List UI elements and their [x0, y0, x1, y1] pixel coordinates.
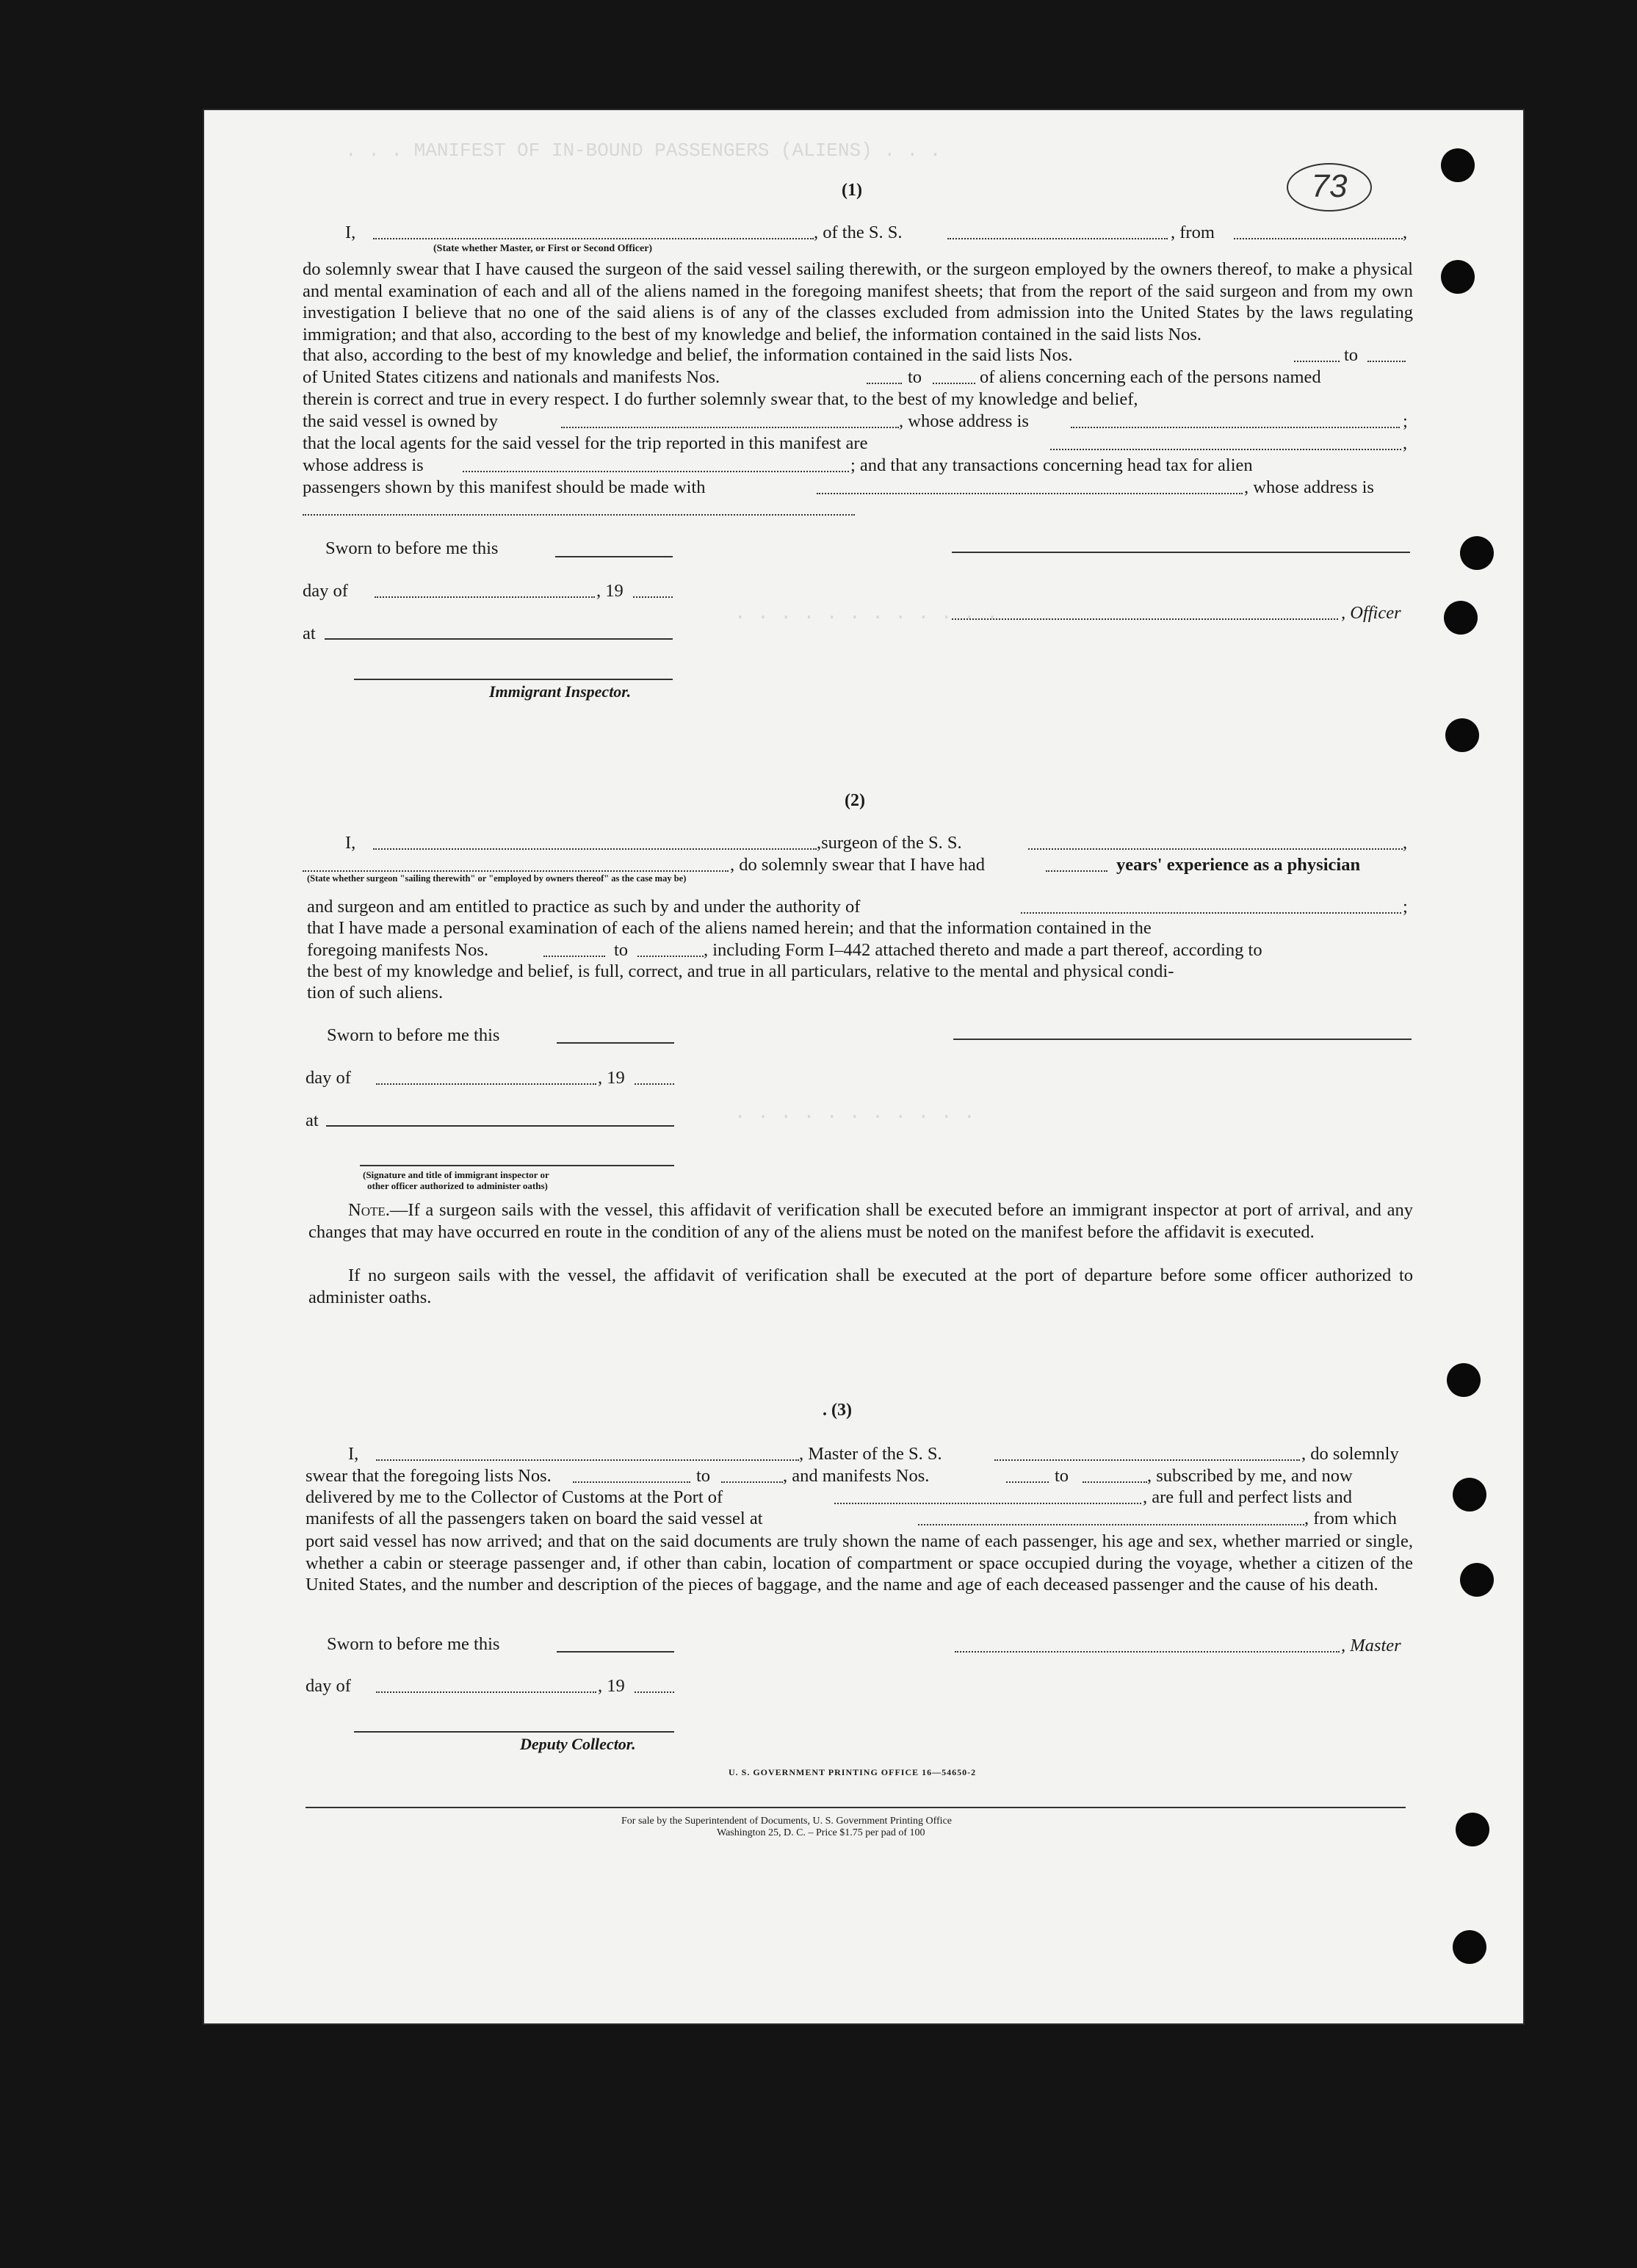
comma: ,: [1403, 433, 1408, 453]
s3-day-field[interactable]: [376, 1691, 596, 1693]
s3-year: , 19: [598, 1676, 625, 1696]
footer-printing: U. S. GOVERNMENT PRINTING OFFICE 16—54650‑2: [729, 1767, 977, 1777]
s3-line1-start: I,: [348, 1444, 359, 1464]
s3-manifests-from[interactable]: [1006, 1481, 1049, 1483]
s1-year-field[interactable]: [633, 596, 673, 598]
s2-at: at: [306, 1110, 319, 1130]
s1-officer: , Officer: [1341, 603, 1401, 623]
s1-lists-tail: that also, according to the best of my knowledge and belief, the information contained in the said lists Nos.: [303, 345, 1073, 365]
s3-lists-to[interactable]: [721, 1481, 783, 1483]
s3-sworn: Sworn to before me this: [327, 1634, 500, 1654]
s3-master-of: , Master of the S. S.: [799, 1444, 942, 1464]
s3-paragraph: port said vessel has now arrived; and that on the said documents are truly shown the name of each passenger, his age and sex, whether married or single, whether a cabin or steerage passenger and, if other than cabin, location of compartment or space occupied during the voyage, whether a citizen of the United States, and the number and description of the pieces of baggage, and the name and age of each deceased passenger and the cause of his death.: [306, 1531, 1413, 1595]
bleed-through-text: . . . . . . . . . . . .: [734, 602, 998, 624]
binder-hole: [1460, 1563, 1494, 1597]
s1-paragraph: do solemnly swear that I have caused the surgeon of the said vessel sailing therewith, or the surgeon employed by the owners thereof, to make a physical and mental examination of each and all of the aliens named in the foregoing manifest sheets; that from the report of the said surgeon and from my own investigation I believe that no one of the said aliens is of any of the classes excluded from admission into the United States by the laws regulating immigration; and that also, according to the best of my knowledge and belief, the information contained in the said lists Nos.: [303, 259, 1413, 344]
comma: ,: [1403, 223, 1408, 242]
s1-to-2: to: [908, 367, 922, 387]
s3-year-field[interactable]: [635, 1691, 674, 1693]
s1-day-field[interactable]: [375, 596, 595, 598]
s1-manifest-no-to[interactable]: [933, 383, 975, 384]
s1-owner-address-field[interactable]: [1071, 427, 1400, 428]
s2-manifest-to[interactable]: [637, 956, 704, 957]
s2-note: [308, 1199, 1413, 1243]
s2-authority: and surgeon and am entitled to practice as such by and under the authority of: [307, 897, 861, 917]
binder-hole: [1453, 1478, 1486, 1512]
binder-hole: [1453, 1930, 1486, 1964]
s2-do-swear: , do solemnly swear that I have had: [730, 855, 985, 875]
s1-tax-contact-field[interactable]: [817, 493, 1243, 494]
s1-line1-ss: , of the S. S.: [814, 223, 903, 242]
s2-year: , 19: [598, 1068, 625, 1088]
s3-do-swear: , do solemnly: [1301, 1444, 1399, 1464]
s2-manifest-from[interactable]: [543, 956, 605, 957]
binder-hole: [1447, 1363, 1481, 1397]
page-number: 73: [1287, 163, 1372, 212]
bleed-through-text: . . . . . . . . . . .: [734, 1102, 975, 1124]
s1-whose-address-end: , whose address is: [1244, 477, 1374, 497]
s2-note-label: Note.: [348, 1200, 390, 1220]
s1-year: , 19: [596, 581, 624, 601]
s2-at-line[interactable]: [326, 1125, 674, 1127]
s1-at: at: [303, 624, 316, 643]
s1-line1-start: I,: [345, 223, 356, 242]
s3-subscribed: , subscribed by me, and now: [1147, 1466, 1353, 1486]
footer-sale-2: Washington 25, D. C. – Price $1.75 per pad of 100: [717, 1827, 925, 1838]
s2-surgeon-type-field[interactable]: [303, 870, 729, 872]
s3-swear-lists: swear that the foregoing lists Nos.: [306, 1466, 552, 1486]
s2-sworn-line[interactable]: [557, 1042, 674, 1044]
s3-master-signature-field[interactable]: [955, 1651, 1340, 1653]
s1-inspector: Immigrant Inspector.: [489, 682, 632, 701]
s1-sworn-line[interactable]: [555, 556, 673, 557]
s1-citizens-line: of United States citizens and nationals and manifests Nos.: [303, 367, 720, 387]
s3-boarding-port-field[interactable]: [918, 1524, 1304, 1525]
s1-owned-by: the said vessel is owned by: [303, 411, 499, 431]
s1-lists-no-to[interactable]: [1367, 361, 1406, 362]
comma: ,: [1403, 833, 1408, 853]
s1-inspector-line[interactable]: [354, 679, 673, 680]
section-3-heading: . (3): [823, 1401, 852, 1420]
s1-whose-address-is: , whose address is: [899, 411, 1029, 431]
binder-hole: [1445, 718, 1479, 752]
s2-ship-field[interactable]: [1028, 848, 1403, 850]
s2-foregoing: foregoing manifests Nos.: [307, 940, 488, 960]
s3-deputy: Deputy Collector.: [520, 1735, 636, 1753]
s3-master-name-field[interactable]: [376, 1459, 799, 1461]
section-2-heading: (2): [845, 791, 865, 810]
s2-day-field[interactable]: [376, 1083, 596, 1085]
s1-officer-field[interactable]: [373, 238, 814, 239]
s2-sig-caption-1: (Signature and title of immigrant inspector or: [363, 1169, 549, 1180]
s3-delivered: delivered by me to the Collector of Customs at the Port of: [306, 1487, 723, 1507]
s3-manifests-of: manifests of all the passengers taken on board the said vessel at: [306, 1509, 763, 1528]
s1-lists-no-from[interactable]: [1294, 361, 1340, 362]
s1-local-agents: that the local agents for the said vessel for the trip reported in this manifest are: [303, 433, 868, 453]
s2-year-field[interactable]: [635, 1083, 674, 1085]
s2-personal-exam: that I have made a personal examination of each of the aliens named herein; and that the information contained in the: [307, 918, 1152, 938]
s2-surgeon-of: ,surgeon of the S. S.: [817, 833, 962, 853]
s2-including: , including Form I–442 attached thereto and made a part thereof, according to: [704, 940, 1262, 960]
section-1-heading: (1): [842, 181, 862, 200]
s3-from-which: , from which: [1304, 1509, 1397, 1528]
s3-to-2: to: [1055, 1466, 1069, 1486]
s1-agents-field[interactable]: [1050, 449, 1401, 450]
s2-authority-field[interactable]: [1021, 912, 1401, 914]
s3-lists-from[interactable]: [573, 1481, 690, 1483]
s2-best: the best of my knowledge and belief, is full, correct, and true in all particulars, relative to the mental and physical condi-: [307, 961, 1174, 981]
footer-sale-1: For sale by the Superintendent of Documents, U. S. Government Printing Office: [621, 1816, 952, 1827]
s1-at-line[interactable]: [325, 638, 673, 640]
binder-hole: [1460, 536, 1494, 570]
semicolon: ;: [1403, 411, 1408, 431]
s1-line1-from: , from: [1171, 223, 1215, 242]
s2-line1-start: I,: [345, 833, 356, 853]
s1-therein: therein is correct and true in every respect. I do further solemnly swear that, to the best of my knowledge and belief,: [303, 389, 1138, 409]
footer-rule: [306, 1807, 1406, 1808]
s2-to: to: [614, 940, 629, 960]
binder-hole: [1441, 148, 1475, 182]
s3-ship-field[interactable]: [994, 1459, 1300, 1461]
s2-note2: If no surgeon sails with the vessel, the affidavit of verification shall be executed at the port of departure before some officer authorized to administer oaths.: [308, 1265, 1413, 1307]
s2-years-field[interactable]: [1046, 870, 1107, 872]
semicolon: ;: [1403, 897, 1408, 917]
s1-sworn: Sworn to before me this: [325, 538, 499, 558]
s1-ship-field[interactable]: [947, 238, 1168, 239]
bleed-through-text: . . . MANIFEST OF IN-BOUND PASSENGERS (ALIENS) . . .: [345, 140, 942, 162]
s3-deputy-line[interactable]: [354, 1731, 674, 1733]
binder-hole: [1444, 601, 1478, 635]
s3-full: , are full and perfect lists and: [1143, 1487, 1353, 1507]
s2-signature-title-line[interactable]: [360, 1165, 674, 1166]
s3-port-field[interactable]: [834, 1503, 1141, 1504]
s2-note-text: —If a surgeon sails with the vessel, this affidavit of verification shall be executed before an immigrant inspector at port of arrival, and any changes that may have occurred en route in the condition of any of the aliens must be noted on the manifest before the affidavit is executed.: [308, 1200, 1413, 1242]
s1-manifest-no-from[interactable]: [867, 383, 902, 384]
s2-sworn: Sworn to before me this: [327, 1025, 500, 1045]
s3-master: , Master: [1341, 1636, 1401, 1655]
s1-agents-address-field[interactable]: [463, 471, 849, 472]
s1-head-tax: ; and that any transactions concerning head tax for alien: [850, 455, 1253, 475]
s2-sig-caption-2: other officer authorized to administer oaths): [367, 1180, 548, 1191]
s1-from-field[interactable]: [1234, 238, 1403, 239]
s1-day-of: day of: [303, 581, 348, 601]
binder-hole: [1456, 1813, 1489, 1846]
s1-passengers: passengers shown by this manifest should be made with: [303, 477, 706, 497]
s3-to: to: [696, 1466, 711, 1486]
s1-owner-field[interactable]: [561, 427, 899, 428]
s1-signature-line[interactable]: [952, 552, 1410, 553]
s2-surgeon-name-field[interactable]: [373, 848, 817, 850]
s3-sworn-line[interactable]: [557, 1651, 674, 1653]
s1-to: to: [1344, 345, 1359, 365]
s3-manifests-to[interactable]: [1083, 1481, 1147, 1483]
s3-and-manifests: , and manifests Nos.: [783, 1466, 930, 1486]
s2-years: years' experience as a physician: [1116, 855, 1361, 875]
s1-whose-address: whose address is: [303, 455, 424, 475]
s2-day-of: day of: [306, 1068, 351, 1088]
s1-caption-officer: (State whether Master, or First or Second Officer): [433, 243, 653, 254]
s2-tion: tion of such aliens.: [307, 983, 444, 1003]
s1-tax-address-field[interactable]: [303, 514, 855, 516]
s3-day-of: day of: [306, 1676, 351, 1696]
s1-concerning: of aliens concerning each of the persons named: [980, 367, 1321, 387]
s1-officer-sig-field[interactable]: [952, 618, 1338, 620]
s2-signature-line[interactable]: [953, 1039, 1412, 1040]
s2-caption-surgeon: (State whether surgeon "sailing therewith" or "employed by owners thereof" as the case may be): [307, 873, 687, 884]
binder-hole: [1441, 260, 1475, 294]
